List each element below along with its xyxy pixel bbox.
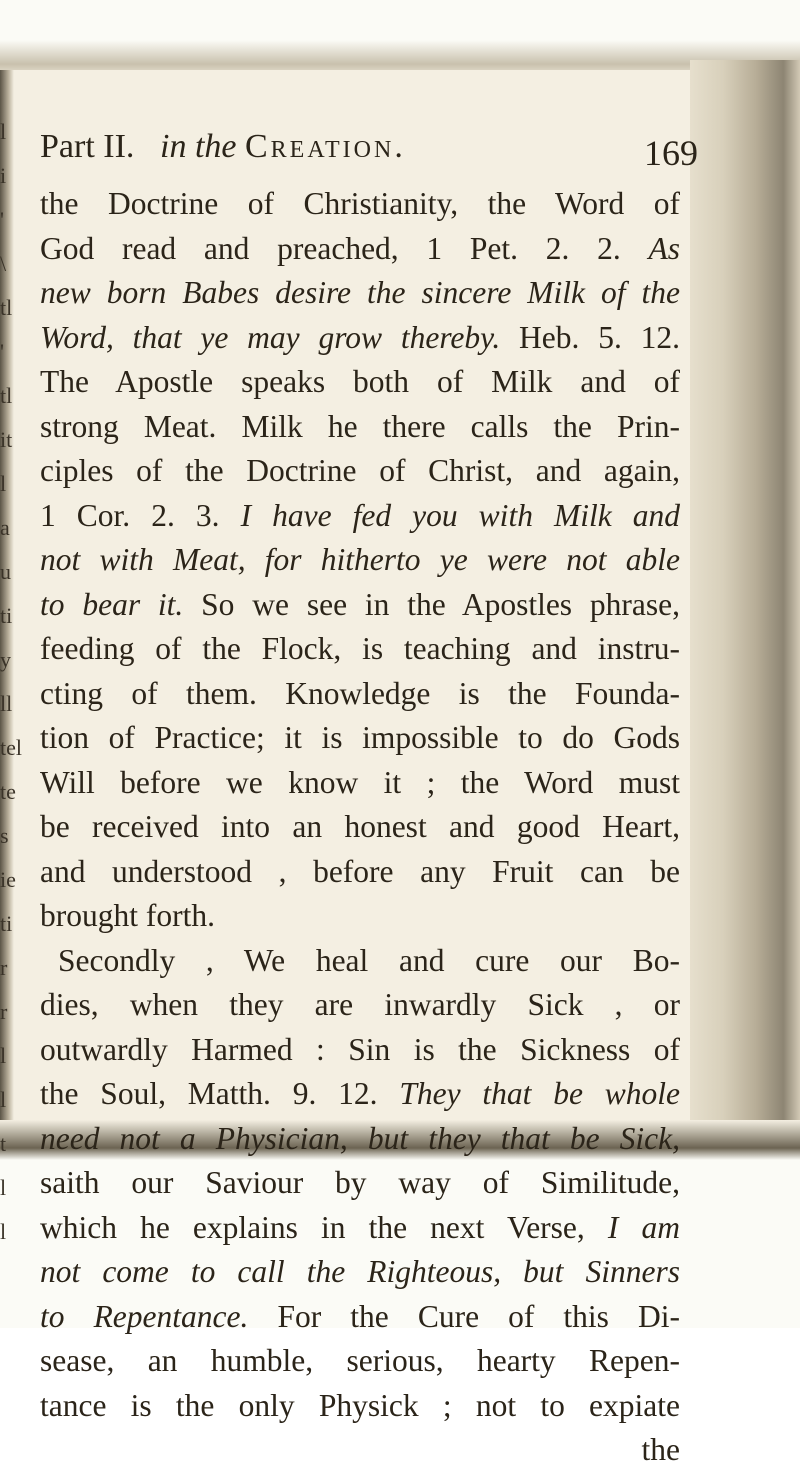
roman-text: saith our Saviour by way of Similitude, (40, 1165, 680, 1200)
roman-text: tion of Practice; it is impossible to do Gods (40, 720, 680, 755)
text-line (40, 494, 680, 539)
roman-text: brought forth. (40, 898, 215, 933)
facing-page-fragments (0, 110, 22, 1244)
running-title (160, 128, 406, 166)
facing-page-fragment: tl (0, 383, 13, 408)
roman-text: outwardly Harmed : Sin is the Sickness of (40, 1031, 680, 1067)
roman-text: ciples of the Doctrine of Christ, and again, (40, 453, 680, 488)
facing-page-fragment: it (0, 427, 13, 452)
text-line (40, 449, 680, 494)
text-line (40, 405, 680, 450)
roman-text: dies, when they are inwardly Sick , or (40, 987, 680, 1022)
text-line (40, 939, 680, 984)
facing-page-fragment: ti (0, 911, 13, 936)
text-line (40, 894, 680, 939)
facing-page-fragment: y (0, 647, 11, 672)
facing-page-fragment: ' (0, 339, 4, 364)
text-line (40, 227, 680, 272)
facing-page-fragment: te (0, 779, 16, 804)
italic-text: not with Meat, for hitherto ye were not able (40, 542, 680, 577)
text-line (40, 672, 680, 717)
roman-text: Secondly , We heal and cure our Bo- (58, 942, 680, 978)
body-text (40, 182, 680, 1473)
text-line (40, 1250, 680, 1295)
roman-text: 1 Cor. 2. 3. (40, 497, 241, 533)
catchword: the (641, 1432, 680, 1467)
text-line (40, 716, 680, 761)
text-line (40, 850, 680, 895)
roman-text: strong Meat. Milk he there calls the Prin- (40, 408, 680, 444)
italic-text: new born Babes desire the sincere Milk of the (40, 275, 680, 310)
text-line (40, 1072, 680, 1117)
italic-text: They that be whole (399, 1076, 681, 1111)
facing-page-fragment: ie (0, 867, 16, 892)
part-label: Part II. (40, 128, 135, 165)
italic-text: to bear it. (40, 586, 184, 622)
roman-text: the Soul, Matth. 9. 12. (40, 1076, 400, 1111)
text-line (40, 271, 680, 316)
text-line (40, 1339, 680, 1384)
page-number: 169 (644, 133, 698, 173)
roman-text: feeding of the Flock, is teaching and instru- (40, 631, 680, 666)
facing-page-fragment: t (0, 1131, 7, 1156)
text-line (40, 316, 680, 361)
italic-text: not come to call the Righteous, but Sinners (40, 1254, 680, 1289)
facing-page-fragment: s (0, 823, 9, 848)
facing-page-fragment: a (0, 515, 10, 540)
roman-text: and understood , before any Fruit can be (40, 853, 680, 889)
facing-page-fragment: l (0, 1219, 7, 1244)
roman-text: Will before we know it ; the Word must (40, 764, 680, 800)
text-line (40, 1028, 680, 1073)
text-line (40, 360, 680, 405)
facing-page-fragment: ll (0, 691, 13, 716)
facing-page-fragment: l (0, 1087, 7, 1112)
facing-page-fragment: l (0, 471, 7, 496)
roman-text: sease, an humble, serious, hearty Repen- (40, 1343, 680, 1378)
text-line (40, 983, 680, 1028)
italic-text: need not a Physician, but they that be Sick, (40, 1120, 680, 1156)
title-prefix: in the (160, 128, 237, 165)
facing-page-fragment: l (0, 1175, 7, 1200)
text-line (40, 182, 680, 227)
roman-text: cting of them. Knowledge is the Founda- (40, 675, 680, 711)
text-line (40, 805, 680, 850)
italic-text: to Repentance. (40, 1298, 249, 1334)
text-line (40, 627, 680, 672)
roman-text: which he explains in the next Verse, (40, 1209, 608, 1245)
page-fore-edge (690, 60, 800, 1150)
roman-text: Heb. 5. 12. (500, 319, 681, 355)
facing-page-fragment: ti (0, 603, 13, 628)
text-line (40, 538, 680, 583)
facing-page-fragment: l (0, 1043, 7, 1068)
roman-text: So we see in the Apostles phrase, (183, 586, 680, 622)
text-line (40, 1117, 680, 1162)
roman-text: be received into an honest and good Heart, (40, 809, 680, 844)
text-line (40, 1295, 680, 1340)
facing-page-fragment: u (0, 559, 11, 584)
italic-text: I have fed you with Milk and (240, 497, 681, 533)
facing-page-fragment: ' (0, 207, 4, 232)
italic-text: As (648, 230, 680, 266)
text-line (40, 761, 680, 806)
facing-page-fragment: tl (0, 295, 13, 320)
facing-page-fragment: r (0, 955, 8, 980)
roman-text: the Doctrine of Christianity, the Word of (40, 186, 680, 221)
facing-page-fragment: \ (0, 251, 7, 276)
facing-page-fragment: tel (0, 735, 22, 760)
italic-text: I am (607, 1209, 680, 1245)
text-line (40, 1384, 680, 1429)
italic-text: Word, that ye may grow thereby. (40, 319, 501, 355)
roman-text: The Apostle speaks both of Milk and of (40, 364, 680, 399)
facing-page-fragment: r (0, 999, 8, 1024)
text-line (40, 1206, 680, 1251)
running-header (40, 128, 698, 176)
facing-page-fragment: i (0, 163, 7, 188)
facing-page-fragment: l (0, 119, 7, 144)
title-word: Creation. (244, 128, 406, 165)
text-line (40, 1161, 680, 1206)
roman-text: tance is the only Physick ; not to expiate (40, 1387, 680, 1423)
roman-text: For the Cure of this Di- (248, 1298, 681, 1334)
text-line (40, 583, 680, 628)
roman-text: God read and preached, 1 Pet. 2. 2. (40, 230, 649, 266)
